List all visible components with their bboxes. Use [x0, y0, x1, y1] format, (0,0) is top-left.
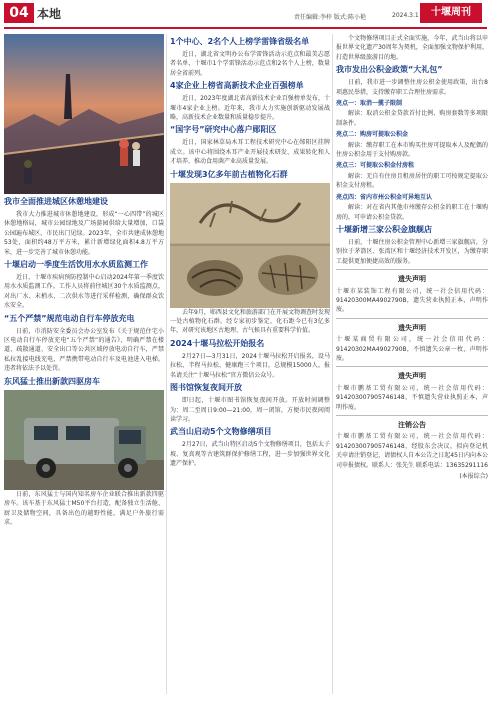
- highlight-heading: 亮点四：省内市州公积金可异地互认: [336, 193, 433, 201]
- notice-text: 十堰市鹏基工贸有限公司，统一社会信用代码：914203007905746148，不慎遗失营业执照正本，声明作废。: [336, 384, 488, 411]
- column-divider: [332, 34, 333, 694]
- source-tag: (本报综合): [459, 473, 488, 481]
- photo-rv-vehicle: [4, 390, 164, 490]
- article-text: 解读：无自有住房且租房居住的职工可按规定提取公积金支付房租。: [336, 172, 488, 190]
- article-text: 我市大力推进城市休憩地建设，形成“一心四带”的城区休憩地格局，城市公园绿地及广场游园供给大量增加，口袋公园遍布城区，市民出门见绿。2023年，全市共建成休憩地53处，面积约48万平方米，累计新增绿化面积4.8万平方米，进一步完善了城市休憩功能。: [4, 211, 164, 256]
- highlight-heading: 亮点三：可提取公积金付房租: [336, 162, 415, 170]
- column-1: [4, 34, 164, 529]
- headline-marathon: 2024十堰马拉松开始报名: [170, 338, 265, 348]
- notice-text: 十堰市鹏基工贸有限公司，统一社会信用代码：914203007905746148，经股东会决议，拟向登记机关申请注销登记，请债权人自本公告之日起45日内向本公司申报债权。联系人：张先生 联系电话：13635291116: [336, 433, 488, 469]
- article-text: 日前，东风猛士与国内知名房车企业联合推出新款四驱房车。该车基于东风猛士M50平台打造，配备独立生活舱、厨卫及储物空间，具备出色的越野性能，满足户外旅行需求。: [4, 490, 164, 526]
- article-text: 个文物修缮项目正式全面实施，今年，武当山将以申报世界文化遗产30周年为契机，全面加强文物保护利用，打造世界级旅游目的地。: [336, 35, 488, 61]
- masthead-logo: 十堰周刊: [420, 3, 482, 23]
- notice-deregistration: [336, 415, 488, 470]
- headline-library: 图书馆恢复夜间开放: [170, 383, 242, 393]
- notice-lost-license: [336, 269, 488, 315]
- headline-flagship-stores: 十堰新增三家公积金旗舰店: [336, 224, 432, 234]
- issue-date: 2024.3.1: [392, 12, 419, 19]
- photo-park-viewing-deck: [4, 34, 164, 194]
- headline-water-quality: 十堰启动一季度生活饮用水水质监测工作: [4, 260, 148, 270]
- headline-rest-areas: 我市全面推进城区休憩地建设: [4, 197, 108, 206]
- article-text: 近日，十堰市疾病预防控制中心启动2024年第一季度饮用水水质监测工作。工作人员将前往城区30个水质监测点，对出厂水、末梢水、二次供水等进行采样检测，确保群众饮水安全。: [4, 274, 164, 310]
- headline-wudang: 武当山启动5个文物修缮项目: [170, 427, 272, 437]
- headline-fossils: 十堰发现3亿多年前古植物化石群: [170, 169, 288, 179]
- article-text: 近日，国家林草局木耳工程技术研究中心在郧阳区挂牌成立。该中心将围绕木耳产业开展技术研发、成果转化和人才培养，推动食用菌产业高质量发展。: [170, 139, 330, 166]
- column-divider: [166, 34, 167, 694]
- photo-plant-fossils: [170, 183, 330, 308]
- headline-research-center: “国字号”研究中心落户郧阳区: [170, 125, 277, 135]
- headline-ebike-rules: “五个严禁”规范电动自行车停放充电: [4, 313, 135, 323]
- notice-title: 注销公告: [398, 421, 426, 429]
- notice-title: 遗失声明: [398, 275, 426, 284]
- headline-rv: 东风猛士推出新款四驱房车: [4, 376, 100, 386]
- article-text: 日前，市消防安全委员会办公室发布《关于规范住宅小区电动自行车停放充电“五个严禁”的通告》，明确严禁在楼道、疏散通道、安全出口等公共区域停放电动自行车，严禁私拉乱接电线充电，严禁携带电动自行车及电池进入电梯。违者将依法予以处罚。: [4, 327, 164, 373]
- editor-credits: 责任编辑:李梓 版式:陈小艳: [294, 14, 366, 21]
- article-text: 日前，我市进一步调整住房公积金使用政策，出台8项惠民举措，支持缴存职工合理住房需求。: [336, 79, 488, 96]
- highlight-heading: 亮点一：取消一揽子限制: [336, 100, 403, 108]
- article-text: 即日起，十堰市图书馆恢复夜间开放。开放时间调整为：周二至周日9:00—21:00，周一闭馆，方便市民夜间阅读学习。: [170, 397, 330, 423]
- article-text: 近日，湖北省文明办公布学雷锋活动示范点和最美志愿者名单，十堰市1个学雷锋活动示范点和2名个人上榜，数量居全省前列。: [170, 51, 330, 77]
- page-header: [0, 0, 491, 26]
- article-text: 解读：缴存职工在本市购买住房可提取本人及配偶的住房公积金用于支付购房款。: [336, 141, 488, 159]
- headline-housing-fund: 我市发出公积金政策“大礼包”: [336, 65, 443, 75]
- headline-volunteers: 1个中心、2名个人上榜学雷锋省级名单: [170, 37, 310, 46]
- notice-text: 十堰市某装饰工程有限公司，统一社会信用代码：91420300MA4902790B，遗失营业执照正本，声明作废。: [336, 287, 488, 314]
- article-text: 日前，十堰住房公积金管理中心新增三家旗舰店，分别位于茅箭区、张湾区和十堰经济技术开发区，为缴存职工提供更加便捷高效的服务。: [336, 238, 488, 265]
- notice-title: 遗失声明: [398, 372, 426, 381]
- notice-lost-license-2: [336, 366, 488, 412]
- article-text: 2月27日，武当山特区启动5个文物修缮项目，包括太子坡、复真观等古建筑群保护修缮工程，进一步加强世界文化遗产保护。: [170, 441, 330, 468]
- notice-title: 遗失声明: [398, 323, 426, 332]
- article-text: 近日，2023年度湖北省高新技术企业百强榜单发布，十堰市4家企业上榜。近年来，我市大力实施创新驱动发展战略，高新技术企业数量和质量稳步提升。: [170, 95, 330, 122]
- highlight-heading: 亮点二：购房可提取公积金: [336, 131, 409, 139]
- article-text: 解读：取消公积金贷款首付比例、购房套数等多项限制条件。: [336, 110, 488, 127]
- section-number: 04: [4, 3, 34, 23]
- column-2: [170, 34, 330, 471]
- article-text: 解读：对在省内其他市州缴存公积金的职工在十堰购房的，可申请公积金贷款。: [336, 204, 488, 221]
- column-3: [336, 34, 488, 481]
- header-rule: [4, 27, 487, 29]
- article-text: 2月27日—3月31日，2024十堰马拉松开启报名，设马拉松、半程马拉松、健康跑三个项目，总规模15000人。报名请关注“十堰马拉松”官方微信公众号。: [170, 352, 330, 379]
- notice-text: 十堰某商贸有限公司，统一社会信用代码：91420302MA4902790B，不慎遗失公章一枚，声明作废。: [336, 336, 488, 362]
- headline-hightech: 4家企业上榜省高新技术企业百强榜单: [170, 81, 304, 91]
- section-name: 本地: [37, 7, 62, 21]
- notice-lost-seal: [336, 318, 488, 364]
- article-text: 去年9月，郧西县文化和旅游部门在开展文物调查时发现一处古植物化石群。经专家初步鉴定，化石距今已有3亿多年，对研究该地区古地理、古气候具有重要科学价值。: [170, 308, 330, 335]
